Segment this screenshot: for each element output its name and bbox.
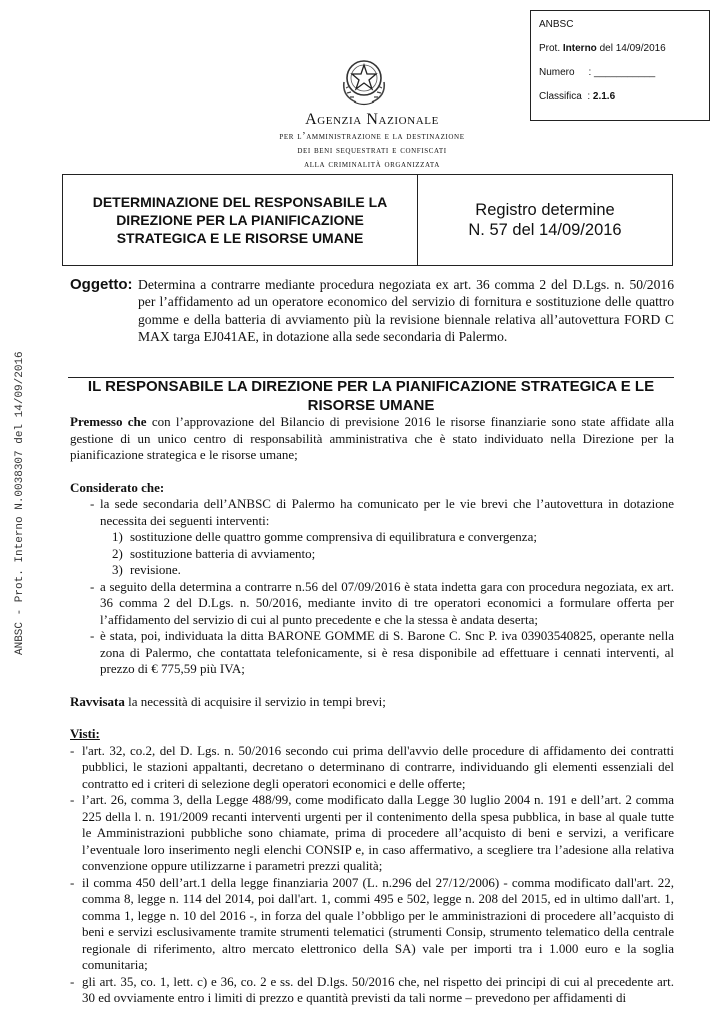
determination-header-table [62,174,673,266]
list-item: - gli art. 35, co. 1, lett. c) e 36, co. 2 e ss. del D.lgs. 50/2016 che, nel rispetto dei principi di cui al precedente art. 30 ed ovviamente entro i limiti di prezzo e quantità previsti da tali norme – prevedono per affidamenti di [70,973,674,1005]
visti-heading: Visti: [70,726,100,741]
list-item: - la sede secondaria dell’ANBSC di Palermo ha comunicato per le vie brevi che l’autovettura in dotazione necessita dei seguenti interventi: [90,496,674,528]
subject-label: Oggetto: [70,276,133,293]
stamp-agency: ANBSC [539,19,574,30]
sub-list-item: 3) revisione. [112,562,181,577]
register-number: N. 57 del 14/09/2016 [468,221,622,239]
subject-section [70,276,674,345]
agency-subtitle-3: alla criminalità organizzata [304,159,440,170]
ravvisata-paragraph: Ravvisata la necessità di acquisire il servizio in tempi brevi; [70,693,386,709]
agency-subtitle-2: dei beni sequestrati e confiscati [297,145,447,156]
list-item: - a seguito della determina a contrarre n.56 del 07/09/2016 è stata indetta gara con procedura negoziata, ex art. 36 comma 2 del D.Lgs. n. 50/2016, mediante invito di tre operatori economici a formulare offerta per l’affidamento del servizio di cui al punto precedente e che la stessa è andata deserta; [90,578,674,627]
margin-protocol-text: ANBSC - Prot. Interno N.0038307 del 14/09/2016 [14,351,26,655]
list-item: - l’art. 26, comma 3, della Legge 488/99, come modificato dalla Legge 30 luglio 2004 n. 191 e dell’art. 2 comma 225 della l. n. 191/2009 recanti interventi urgenti per il contenimento della spesa pubblica, in base al quale tutte le Amministrazioni pubbliche sono chiamate, prima di procedere all’acquisto di beni e servizi, a verificare l’eventuale loro inserimento negli elenchi CONSIP e, in caso affermativo, a scegliere tra l’adesione alla relativa convenzione oppure utilizzarne i parametri prezzi qualità; [70,792,674,873]
document-body [70,414,674,1007]
list-item: - l'art. 32, co.2, del D. Lgs. n. 50/2016 secondo cui prima dell'avvio delle procedure di affidamento dei contratti pubblici, le stazioni appaltanti, decretano o determinano di contrarre, individuando gli elementi essenziali del contratto ed i criteri di selezione degli operatori economici e delle offerte; [70,742,674,791]
section-title: IL RESPONSABILE LA DIREZIONE PER LA PIANIFICAZIONE STRATEGICA E LE RISORSE UMANE [87,378,655,414]
register-box [418,175,672,265]
sub-list-item: 1) sostituzione delle quattro gomme comprensiva di equilibratura e convergenza; [112,529,537,544]
agency-name: Agenzia Nazionale [305,111,439,128]
list-item: - è stata, poi, individuata la ditta BARONE GOMME di S. Barone C. Snc P. iva 03903540825, operante nella zona di Palermo, che contattata telefonicamente, si è resa disponibile ad effettuare i cennati interventi, al prezzo di € 775,59 più IVA; [90,628,674,676]
register-label: Registro determine [475,201,615,219]
list-item: - il comma 450 dell’art.1 della legge finanziaria 2007 (L. n.296 del 27/12/2006) - comma modificato dall'art. 22, comma 8, legge n. 114 del 2014, poi dall'art. 1, commi 495 e 502, legge n. 208 del 2015, ed in ultimo dall'art. 1, comma 1, legge n. 10 del 2016 -, in forza del quale l’obbligo per le amministrazioni di procedere all’acquisto di beni e servizi esclusivamente tramite strumenti telematici (strumenti Consip, strumento telematico della centrale regionale di riferimento, altro mercato elettronico della SA) vale per importi tra i 1.000 euro e la soglia comunitaria; [70,874,674,972]
considerato-heading: Considerato che: [70,479,165,495]
italian-republic-emblem-icon [336,52,392,108]
stamp-number: Numero : ___________ [539,67,656,78]
agency-subtitle-1: per l’amministrazione e la destinazione [279,131,465,142]
stamp-protocol: Prot. Interno del 14/09/2016 [539,43,666,54]
protocol-stamp [530,10,710,121]
stamp-classification: Classifica : 2.1.6 [539,91,616,102]
sub-list-item: 2) sostituzione batteria di avviamento; [112,545,316,561]
premesso-paragraph: Premesso che con l’approvazione del Bilancio di previsione 2016 le risorse finanziarie sono state affidate alla gestione di un unico centro di responsabilità amministrativa che è stato individuato nella Direzione per la pianificazione strategica e le risorse umane; [70,414,675,462]
determination-header-title: DETERMINAZIONE DEL RESPONSABILE LA DIREZIONE PER LA PIANIFICAZIONE STRATEGICA E LE RISORSE UMANE [63,175,418,265]
subject-text: Determina a contrarre mediante procedura negoziata ex art. 36 comma 2 del D.Lgs. n. 50/2016 per l’affidamento ad un operatore economico del servizio di fornitura e sostituzione delle quattro gomme e della batteria di avviamento più la revisione biennale relativa all’autovettura FORD C MAX targa EJ041AE, in dotazione alla sede secondaria di Palermo. [138,277,674,344]
agency-name-block [247,110,497,172]
